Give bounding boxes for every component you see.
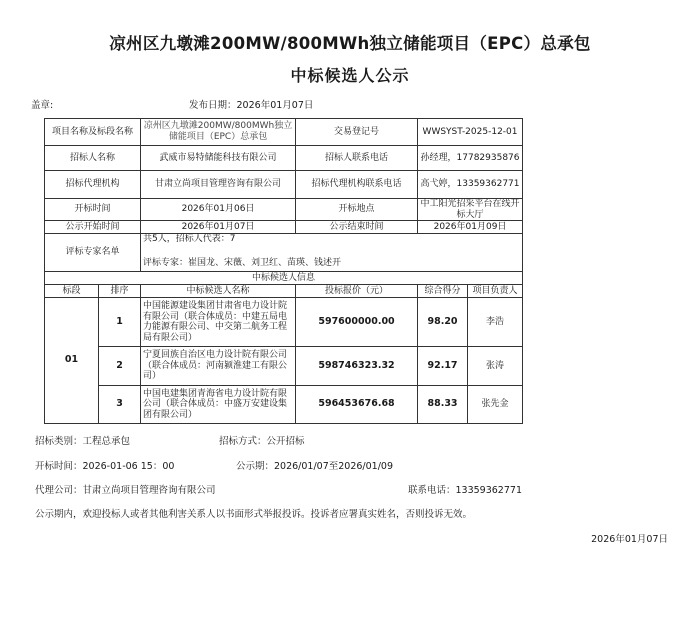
document-title: 凉州区九墩滩200MW/800MWh独立储能项目（EPC）总承包 — [109, 34, 591, 53]
candidate-manager: 张涛 — [468, 347, 523, 386]
trade-code-label: 交易登记号 — [296, 119, 418, 146]
trade-code-value: WWSYST-2025-12-01 — [418, 119, 523, 146]
tenderer-phone-label: 招标人联系电话 — [296, 146, 418, 171]
publish-date-label: 发布日期： — [189, 100, 237, 111]
project-name-value: 凉州区九墩滩200MW/800MWh独立储能项目（EPC）总承包 — [141, 119, 296, 146]
candidate-name: 宁夏回族自治区电力设计院有限公司（联合体成员：河南颍淮建工有限公司） — [141, 347, 296, 386]
candidate-price: 596453676.68 — [296, 386, 418, 424]
open-place-value: 中工阳光招采平台在线开标大厅 — [418, 199, 523, 221]
header-price: 投标报价（元） — [296, 285, 418, 298]
table-row — [45, 298, 523, 347]
footer-notice: 公示期内，欢迎投标人或者其他利害关系人以书面形式举报投诉。投诉者应署真实姓名，否则投诉无效。 — [35, 509, 473, 520]
tenderer-value: 武威市易特储能科技有限公司 — [141, 146, 296, 171]
experts-names: 评标专家：崔国龙、宋薇、刘卫红、苗瑛、钱述开 — [143, 257, 342, 268]
table-row — [45, 347, 523, 386]
footer-date: 2026年01月07日 — [591, 534, 668, 545]
footer-pub-period: 公示期：2026/01/07至2026/01/09 — [236, 461, 394, 472]
open-place-label: 开标地点 — [296, 199, 418, 221]
agency-phone-value: 高弋婷，13359362771 — [418, 171, 523, 199]
experts-count: 共5人，招标人代表：7 — [143, 234, 236, 245]
candidate-score: 88.33 — [418, 386, 468, 424]
publish-date-value: 2026年01月07日 — [236, 100, 314, 111]
header-lot: 标段 — [45, 285, 99, 298]
pub-start-label: 公示开始时间 — [45, 221, 141, 234]
bid-method: 招标方式：公开招标 — [219, 436, 305, 447]
tenderer-phone-value: 孙经理，17782935876 — [418, 146, 523, 171]
candidate-rank: 3 — [99, 386, 141, 424]
header-score: 综合得分 — [418, 285, 468, 298]
candidates-section-title: 中标候选人信息 — [45, 272, 523, 285]
experts-value — [141, 234, 523, 272]
open-time-label: 开标时间 — [45, 199, 141, 221]
project-name-label: 项目名称及标段名称 — [45, 119, 141, 146]
pub-start-value: 2026年01月07日 — [141, 221, 296, 234]
table-row — [45, 386, 523, 424]
pub-end-value: 2026年01月09日 — [418, 221, 523, 234]
lot-value: 01 — [45, 298, 99, 424]
agency-value: 甘肃立尚项目管理咨询有限公司 — [141, 171, 296, 199]
candidate-manager: 李浩 — [468, 298, 523, 347]
candidate-rank: 1 — [99, 298, 141, 347]
footer-open-time: 开标时间：2026-01-06 15：00 — [35, 461, 175, 472]
header-manager: 项目负责人 — [468, 285, 523, 298]
candidate-name: 中国能源建设集团甘肃省电力设计院有限公司（联合体成员：中建五局电力能源有限公司、中交第二航务工程局有限公司） — [141, 298, 296, 347]
publish-date — [189, 97, 313, 111]
tenderer-label: 招标人名称 — [45, 146, 141, 171]
candidate-score: 98.20 — [418, 298, 468, 347]
document-subtitle: 中标候选人公示 — [290, 66, 410, 85]
agency-phone-label: 招标代理机构联系电话 — [296, 171, 418, 199]
bid-type: 招标类别：工程总承包 — [35, 436, 131, 447]
footer-phone: 联系电话：13359362771 — [408, 485, 522, 496]
candidate-price: 597600000.00 — [296, 298, 418, 347]
stamp-label: 盖章: — [31, 100, 54, 111]
header-rank: 排序 — [99, 285, 141, 298]
pub-end-label: 公示结束时间 — [296, 221, 418, 234]
agency-label: 招标代理机构 — [45, 171, 141, 199]
candidate-score: 92.17 — [418, 347, 468, 386]
candidate-name: 中国电建集团青海省电力设计院有限公司（联合体成员：中盛万安建设集团有限公司） — [141, 386, 296, 424]
open-time-value: 2026年01月06日 — [141, 199, 296, 221]
candidate-manager: 张先金 — [468, 386, 523, 424]
footer-agency: 代理公司：甘肃立尚项目管理咨询有限公司 — [35, 485, 216, 496]
candidate-price: 598746323.32 — [296, 347, 418, 386]
announcement-table — [44, 118, 523, 424]
header-name: 中标候选人名称 — [141, 285, 296, 298]
candidate-rank: 2 — [99, 347, 141, 386]
experts-label: 评标专家名单 — [45, 234, 141, 272]
